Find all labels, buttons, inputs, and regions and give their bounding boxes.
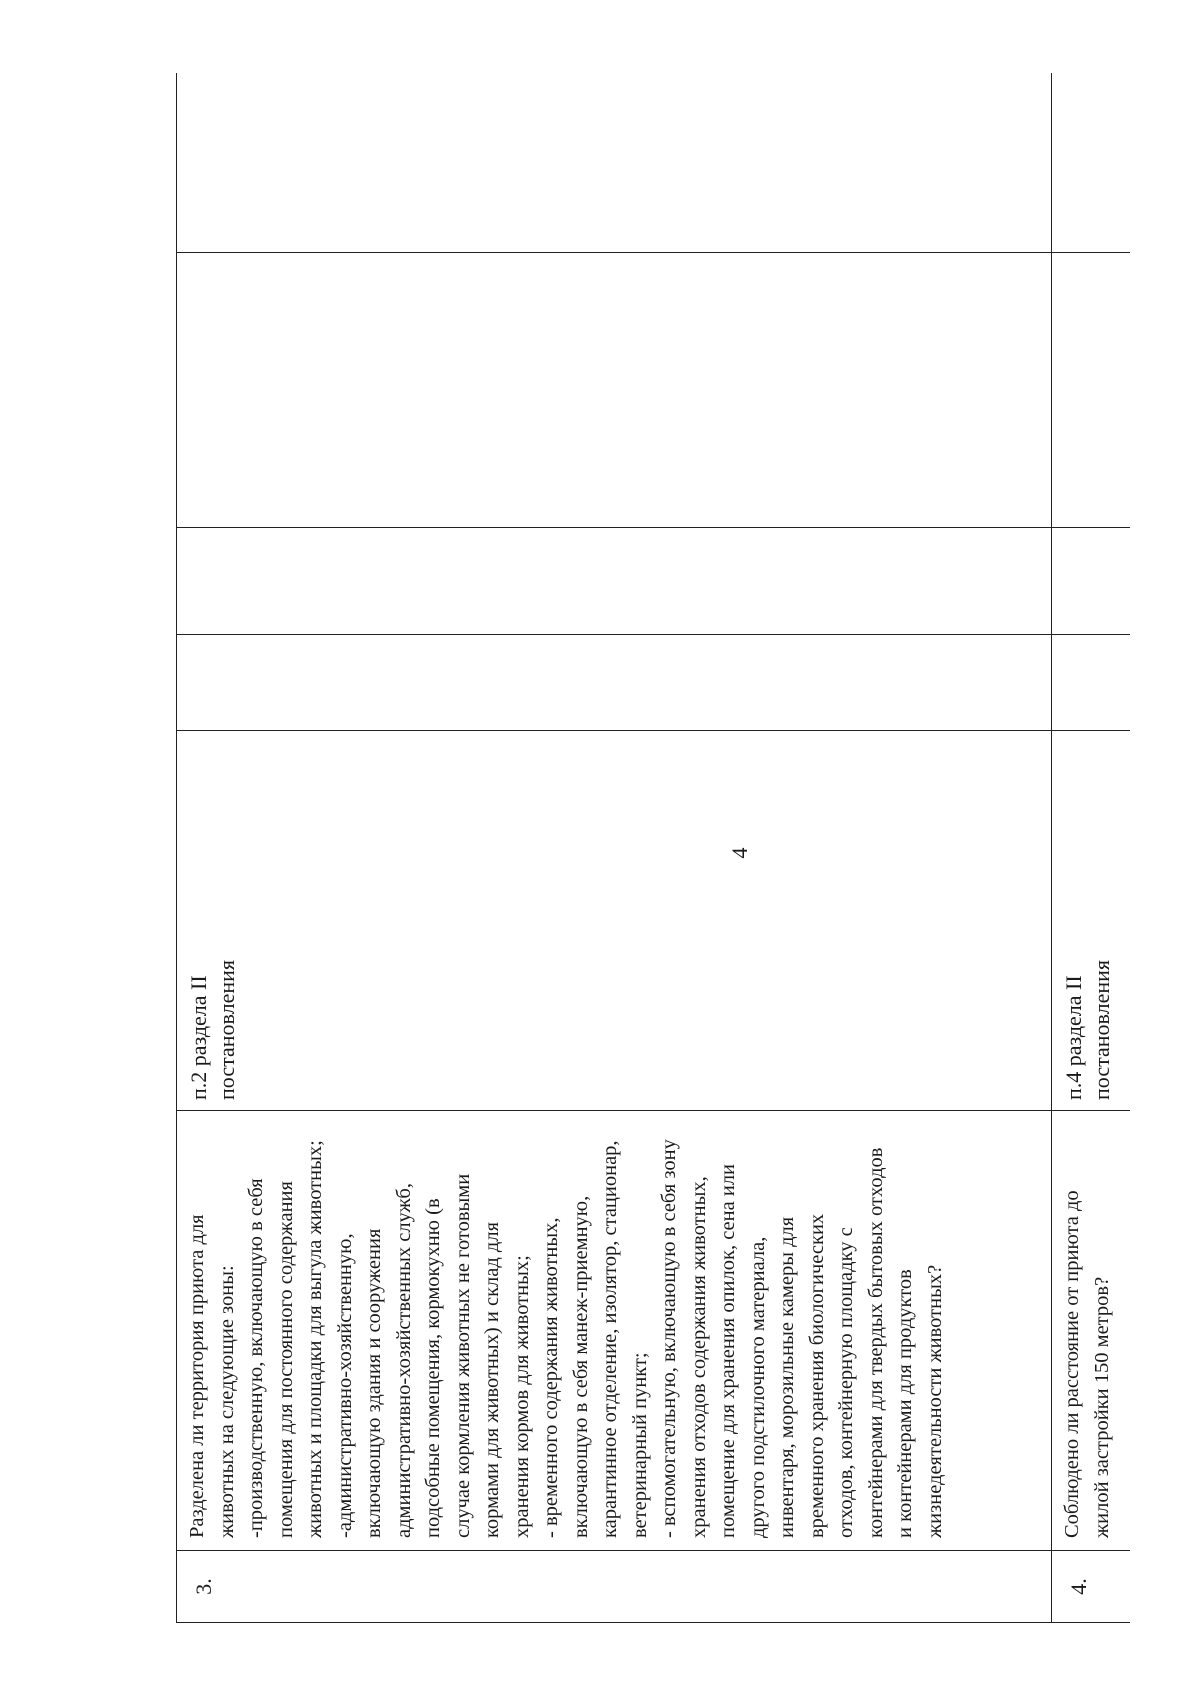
reference-line: п.2 раздела II (186, 975, 211, 1100)
question-line: ветеринарный пункт; (628, 1352, 651, 1538)
rotated-table-container (176, 73, 1130, 1623)
question-cell (1052, 1111, 1131, 1551)
reference-cell (177, 731, 1052, 1111)
question-line: кормами для животных) и склад для (481, 1221, 503, 1538)
question-line: -производственную, включающую в себя (245, 1178, 267, 1538)
reference-line: постановления (1089, 959, 1114, 1100)
question-line: животных и площадки для выгула животных; (304, 1140, 326, 1538)
question-line: контейнерами для твердых бытовых отходов (864, 1147, 887, 1538)
question-line: и контейнерами для продуктов (894, 1269, 916, 1538)
checklist-table (176, 73, 1130, 1623)
reference-line: п.4 раздела II (1061, 975, 1086, 1100)
empty-cell (177, 528, 1052, 635)
question-line: подсобные помещения, кормокухню (в (422, 1198, 444, 1538)
question-line: Соблюдено ли расстояние от приюта до (1061, 1190, 1083, 1538)
empty-cell (177, 635, 1052, 731)
question-cell (177, 1111, 1052, 1551)
question-line: Разделена ли территория приюта для (186, 1214, 208, 1538)
empty-cell (1052, 528, 1131, 635)
reference-cell (1052, 731, 1131, 1111)
question-line: карантинное отделение, изолятор, стационар, (599, 1140, 621, 1538)
question-line: жилой застройки 150 метров? (1090, 1276, 1113, 1538)
question-line: жизнедеятельности животных? (923, 1264, 946, 1538)
question-line: временного хранения биологических (805, 1213, 828, 1538)
empty-cell (177, 253, 1052, 528)
question-line: - временного содержания животных, (540, 1217, 562, 1538)
row-number: 3. (177, 1551, 1052, 1623)
empty-cell (1052, 73, 1131, 253)
reference-line: постановления (214, 959, 239, 1100)
table-row (177, 73, 1052, 1623)
row-number: 4. (1052, 1551, 1131, 1623)
empty-cell (1052, 635, 1131, 731)
question-line: -административно-хозяйственную, (333, 1233, 356, 1538)
page-number: 4 (727, 847, 752, 859)
question-line: животных на следующие зоны: (215, 1265, 238, 1538)
question-line: помещение для хранения опилок, сена или (717, 1163, 739, 1538)
question-line: включающую здания и сооружения (363, 1228, 385, 1538)
table-viewport (176, 73, 1130, 1623)
question-line: административно-хозяйственных служб, (392, 1183, 415, 1538)
question-line: включающую в себя манеж-приемную, (569, 1195, 592, 1538)
question-line: хранения кормов для животных; (510, 1255, 533, 1538)
empty-cell (1052, 253, 1131, 528)
empty-cell (177, 73, 1052, 253)
question-line: другого подстилочного материала, (746, 1236, 769, 1538)
question-line: случае кормления животных не готовыми (451, 1173, 474, 1538)
question-line: отходов, контейнерную площадку с (835, 1227, 857, 1538)
question-line: инвентаря, морозильные камеры для (776, 1216, 798, 1538)
table-row (1052, 73, 1131, 1623)
question-line: хранения отходов содержания животных, (687, 1176, 710, 1538)
question-line: помещения для постоянного содержания (274, 1181, 297, 1538)
question-line: - вспомогательную, включающую в себя зону (658, 1139, 680, 1538)
